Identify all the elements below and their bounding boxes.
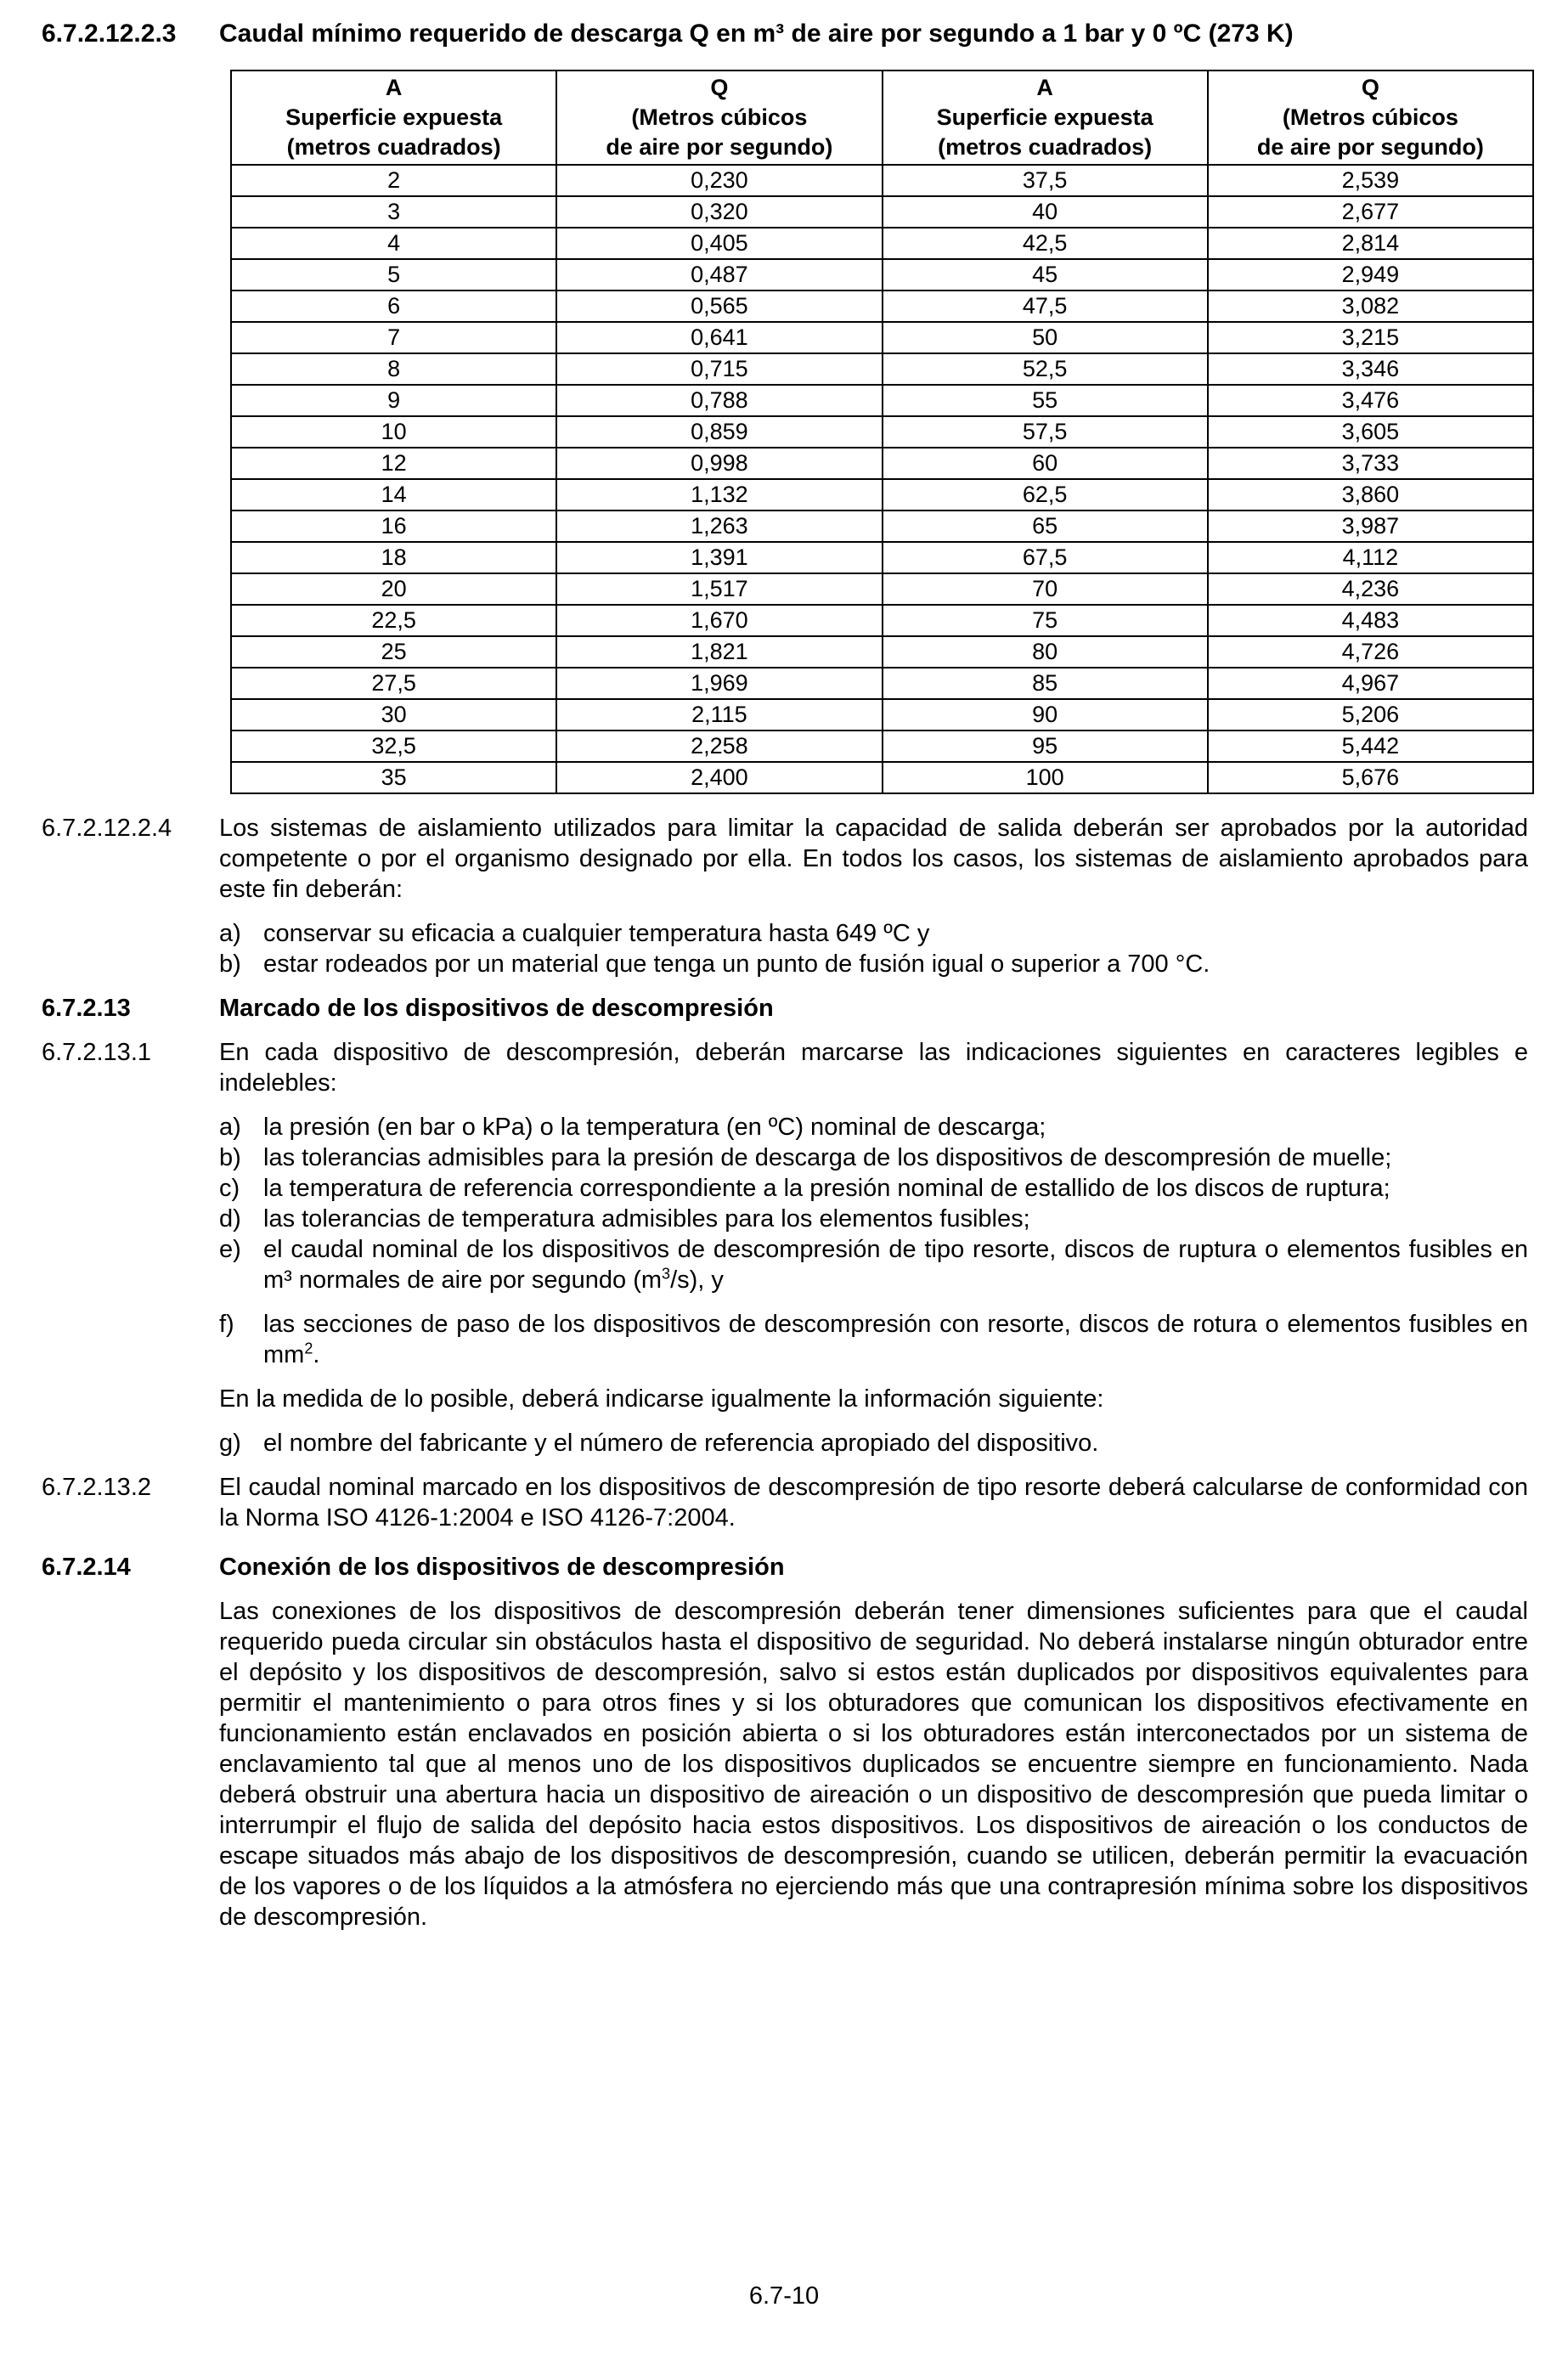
table-row bbox=[231, 731, 1533, 762]
table-cell: 1,517 bbox=[556, 573, 882, 605]
column-header-flow-2: Q (Metros cúbicos de aire por segundo) bbox=[1208, 71, 1533, 165]
section-6-7-2-12-2-4 bbox=[42, 813, 1528, 979]
table-cell: 7 bbox=[231, 322, 556, 353]
table-row bbox=[231, 228, 1533, 259]
table-cell: 30 bbox=[231, 699, 556, 731]
table-cell: 2,115 bbox=[556, 699, 882, 731]
section-number: 6.7.2.13.1 bbox=[42, 1039, 151, 1066]
table-cell: 5,442 bbox=[1208, 731, 1533, 762]
table-row bbox=[231, 291, 1533, 322]
paragraph: En cada dispositivo de descompresión, deberán marcarse las indicaciones siguientes en caracteres legibles e indelebles: bbox=[219, 1039, 1528, 1097]
table-cell: 55 bbox=[883, 385, 1208, 416]
table-cell: 0,487 bbox=[556, 259, 882, 291]
table-cell: 0,788 bbox=[556, 385, 882, 416]
table-cell: 6 bbox=[231, 291, 556, 322]
section-title: Conexión de los dispositivos de descompresión bbox=[219, 1554, 785, 1581]
table-cell: 75 bbox=[883, 605, 1208, 636]
table-cell: 0,320 bbox=[556, 196, 882, 228]
table-row bbox=[231, 542, 1533, 573]
section-6-7-2-13-2 bbox=[42, 1472, 1528, 1533]
paragraph: El caudal nominal marcado en los dispositivos de descompresión de tipo resorte deberá calcularse de conformidad con la Norma ISO 4126-1:2004 e ISO 4126-7:2004. bbox=[219, 1474, 1528, 1532]
table-cell: 3,215 bbox=[1208, 322, 1533, 353]
table-cell: 22,5 bbox=[231, 605, 556, 636]
table-section-heading bbox=[42, 19, 1528, 49]
document-page bbox=[42, 19, 1528, 1932]
table-row bbox=[231, 259, 1533, 291]
table-row bbox=[231, 699, 1533, 731]
table-cell: 0,859 bbox=[556, 416, 882, 448]
list-item: a) conservar su eficacia a cualquier temperatura hasta 649 ºC y bbox=[219, 920, 930, 947]
section-number: 6.7.2.13 bbox=[42, 995, 131, 1022]
table-row bbox=[231, 165, 1533, 196]
section-title: Marcado de los dispositivos de descompresión bbox=[219, 995, 774, 1022]
table-cell: 37,5 bbox=[883, 165, 1208, 196]
table-row bbox=[231, 448, 1533, 479]
table-row bbox=[231, 762, 1533, 793]
table-row bbox=[231, 573, 1533, 605]
paragraph: Las conexiones de los dispositivos de descompresión deberán tener dimensiones suficientes para que el caudal requerido pueda circular sin obstáculos hasta el dispositivo de seguridad. No deberá instalarse ningún obturador entre el depósito y los dispositivos de descompresión, salvo si estos están duplicados por dispositivos equivalentes para permitir el mantenimiento o para otros fines y si los obturadores que comunican los dispositivos efectivamente en funcionamiento están enclavados en posición abierta o si los obturadores están interconectados por un sistema de enclavamiento tal que al menos uno de los dispositivos duplicados se encuentre siempre en funcionamiento. Nada deberá obstruir una abertura hacia un dispositivo de aireación o un dispositivo de descompresión que pueda limitar o interrumpir el flujo de salida del depósito hacia estos dispositivos. Los dispositivos de aireación o los conductos de escape situados más abajo de los dispositivos de descompresión, cuando se utilicen, deberán permitir la evacuación de los vapores o de los líquidos a la atmósfera no ejerciendo más que una contrapresión mínima sobre los dispositivos de descompresión. bbox=[219, 1598, 1528, 1931]
table-cell: 52,5 bbox=[883, 353, 1208, 385]
section-6-7-2-14-body bbox=[42, 1596, 1528, 1932]
table-cell: 3,082 bbox=[1208, 291, 1533, 322]
table-cell: 1,263 bbox=[556, 511, 882, 542]
table-cell: 2,258 bbox=[556, 731, 882, 762]
section-6-7-2-13-1 bbox=[42, 1037, 1528, 1458]
table-cell: 4,236 bbox=[1208, 573, 1533, 605]
list-item: g) el nombre del fabricante y el número de referencia apropiado del dispositivo. bbox=[219, 1430, 1099, 1457]
table-cell: 4,483 bbox=[1208, 605, 1533, 636]
section-number: 6.7.2.12.2.3 bbox=[42, 20, 177, 48]
list-item: a) la presión (en bar o kPa) o la temperatura (en ºC) nominal de descarga; bbox=[219, 1114, 1046, 1141]
section-number: 6.7.2.14 bbox=[42, 1554, 131, 1581]
table-cell: 4,967 bbox=[1208, 668, 1533, 699]
paragraph: En la medida de lo posible, deberá indicarse igualmente la información siguiente: bbox=[219, 1385, 1104, 1413]
table-cell: 100 bbox=[883, 762, 1208, 793]
table-cell: 1,391 bbox=[556, 542, 882, 573]
table-cell: 12 bbox=[231, 448, 556, 479]
table-row bbox=[231, 385, 1533, 416]
table-cell: 60 bbox=[883, 448, 1208, 479]
table-cell: 35 bbox=[231, 762, 556, 793]
list-item: f) las secciones de paso de los dispositivos de descompresión con resorte, discos de rotura o elementos fusibles en $mm^2$. bbox=[219, 1311, 1528, 1368]
table-row bbox=[231, 668, 1533, 699]
table-cell: 3,476 bbox=[1208, 385, 1533, 416]
table-cell: 90 bbox=[883, 699, 1208, 731]
table-row bbox=[231, 636, 1533, 668]
list-item: d) las tolerancias de temperatura admisibles para los elementos fusibles; bbox=[219, 1205, 1030, 1233]
table-cell: 0,715 bbox=[556, 353, 882, 385]
paragraph: Los sistemas de aislamiento utilizados para limitar la capacidad de salida deberán ser aprobados por la autoridad competente o por el organismo designado por ella. En todos los casos, los sistemas de aislamiento aprobados para este fin deberán: bbox=[219, 815, 1528, 903]
table-cell: 42,5 bbox=[883, 228, 1208, 259]
optional-list bbox=[219, 1428, 1528, 1458]
table-cell: 2,814 bbox=[1208, 228, 1533, 259]
page-number: 6.7-10 bbox=[748, 2282, 820, 2310]
table-cell: 3,605 bbox=[1208, 416, 1533, 448]
table-cell: 70 bbox=[883, 573, 1208, 605]
table-cell: 1,670 bbox=[556, 605, 882, 636]
table-cell: 1,821 bbox=[556, 636, 882, 668]
table-cell: 0,998 bbox=[556, 448, 882, 479]
table-cell: 3,733 bbox=[1208, 448, 1533, 479]
list-item: e) el caudal nominal de los dispositivos de descompresión de tipo resorte, discos de ruptura o elementos fusibles en m³ normales de aire por segundo $(m^3/s)$, y bbox=[219, 1236, 1528, 1294]
section-6-7-2-14-heading bbox=[42, 1552, 1528, 1582]
table-cell: 16 bbox=[231, 511, 556, 542]
table-cell: 47,5 bbox=[883, 291, 1208, 322]
table-cell: 3,346 bbox=[1208, 353, 1533, 385]
table-cell: 5,206 bbox=[1208, 699, 1533, 731]
table-cell: 14 bbox=[231, 479, 556, 511]
requirements-list bbox=[219, 918, 1528, 979]
list-item: c) la temperatura de referencia correspondiente a la presión nominal de estallido de los discos de ruptura; bbox=[219, 1175, 1390, 1202]
table-cell: 4,112 bbox=[1208, 542, 1533, 573]
table-cell: 3,860 bbox=[1208, 479, 1533, 511]
table-cell: 67,5 bbox=[883, 542, 1208, 573]
table-row bbox=[231, 416, 1533, 448]
table-cell: 65 bbox=[883, 511, 1208, 542]
table-cell: 3,987 bbox=[1208, 511, 1533, 542]
table-cell: 4,726 bbox=[1208, 636, 1533, 668]
table-cell: 5,676 bbox=[1208, 762, 1533, 793]
table-cell: 5 bbox=[231, 259, 556, 291]
table-cell: 85 bbox=[883, 668, 1208, 699]
table-row bbox=[231, 353, 1533, 385]
table-cell: 62,5 bbox=[883, 479, 1208, 511]
table-cell: 0,565 bbox=[556, 291, 882, 322]
table-cell: 0,641 bbox=[556, 322, 882, 353]
table-cell: 3 bbox=[231, 196, 556, 228]
flow-rate-table bbox=[230, 70, 1534, 794]
table-cell: 80 bbox=[883, 636, 1208, 668]
table-row bbox=[231, 322, 1533, 353]
column-header-area-1: A Superficie expuesta (metros cuadrados) bbox=[231, 71, 556, 165]
table-cell: 25 bbox=[231, 636, 556, 668]
table-row bbox=[231, 479, 1533, 511]
marking-list bbox=[219, 1112, 1528, 1370]
table-row bbox=[231, 511, 1533, 542]
table-cell: 2 bbox=[231, 165, 556, 196]
table-cell: 50 bbox=[883, 322, 1208, 353]
list-item: b) las tolerancias admisibles para la presión de descarga de los dispositivos de descompresión de muelle; bbox=[219, 1144, 1392, 1171]
table-cell: 1,969 bbox=[556, 668, 882, 699]
column-header-flow-1: Q (Metros cúbicos de aire por segundo) bbox=[556, 71, 882, 165]
table-cell: 27,5 bbox=[231, 668, 556, 699]
table-cell: 8 bbox=[231, 353, 556, 385]
table-cell: 1,132 bbox=[556, 479, 882, 511]
table-cell: 0,230 bbox=[556, 165, 882, 196]
list-item: b) estar rodeados por un material que tenga un punto de fusión igual o superior a 700 °C. bbox=[219, 951, 1210, 978]
table-cell: 2,539 bbox=[1208, 165, 1533, 196]
table-cell: 95 bbox=[883, 731, 1208, 762]
section-number: 6.7.2.12.2.4 bbox=[42, 815, 172, 842]
table-header-row bbox=[231, 71, 1533, 165]
table-cell: 40 bbox=[883, 196, 1208, 228]
table-body bbox=[231, 165, 1533, 793]
table-cell: 0,405 bbox=[556, 228, 882, 259]
table-cell: 2,949 bbox=[1208, 259, 1533, 291]
table-cell: 45 bbox=[883, 259, 1208, 291]
table-cell: 32,5 bbox=[231, 731, 556, 762]
column-header-area-2: A Superficie expuesta (metros cuadrados) bbox=[883, 71, 1208, 165]
table-row bbox=[231, 605, 1533, 636]
section-title: Caudal mínimo requerido de descarga Q en m³ de aire por segundo a 1 bar y 0 ºC (273 K) bbox=[219, 20, 1294, 48]
table-cell: 4 bbox=[231, 228, 556, 259]
table-cell: 57,5 bbox=[883, 416, 1208, 448]
table-cell: 10 bbox=[231, 416, 556, 448]
table-cell: 9 bbox=[231, 385, 556, 416]
table-cell: 20 bbox=[231, 573, 556, 605]
section-6-7-2-13-heading bbox=[42, 993, 1528, 1024]
table-cell: 2,400 bbox=[556, 762, 882, 793]
table-row bbox=[231, 196, 1533, 228]
table-cell: 18 bbox=[231, 542, 556, 573]
section-number: 6.7.2.13.2 bbox=[42, 1474, 151, 1501]
table-cell: 2,677 bbox=[1208, 196, 1533, 228]
